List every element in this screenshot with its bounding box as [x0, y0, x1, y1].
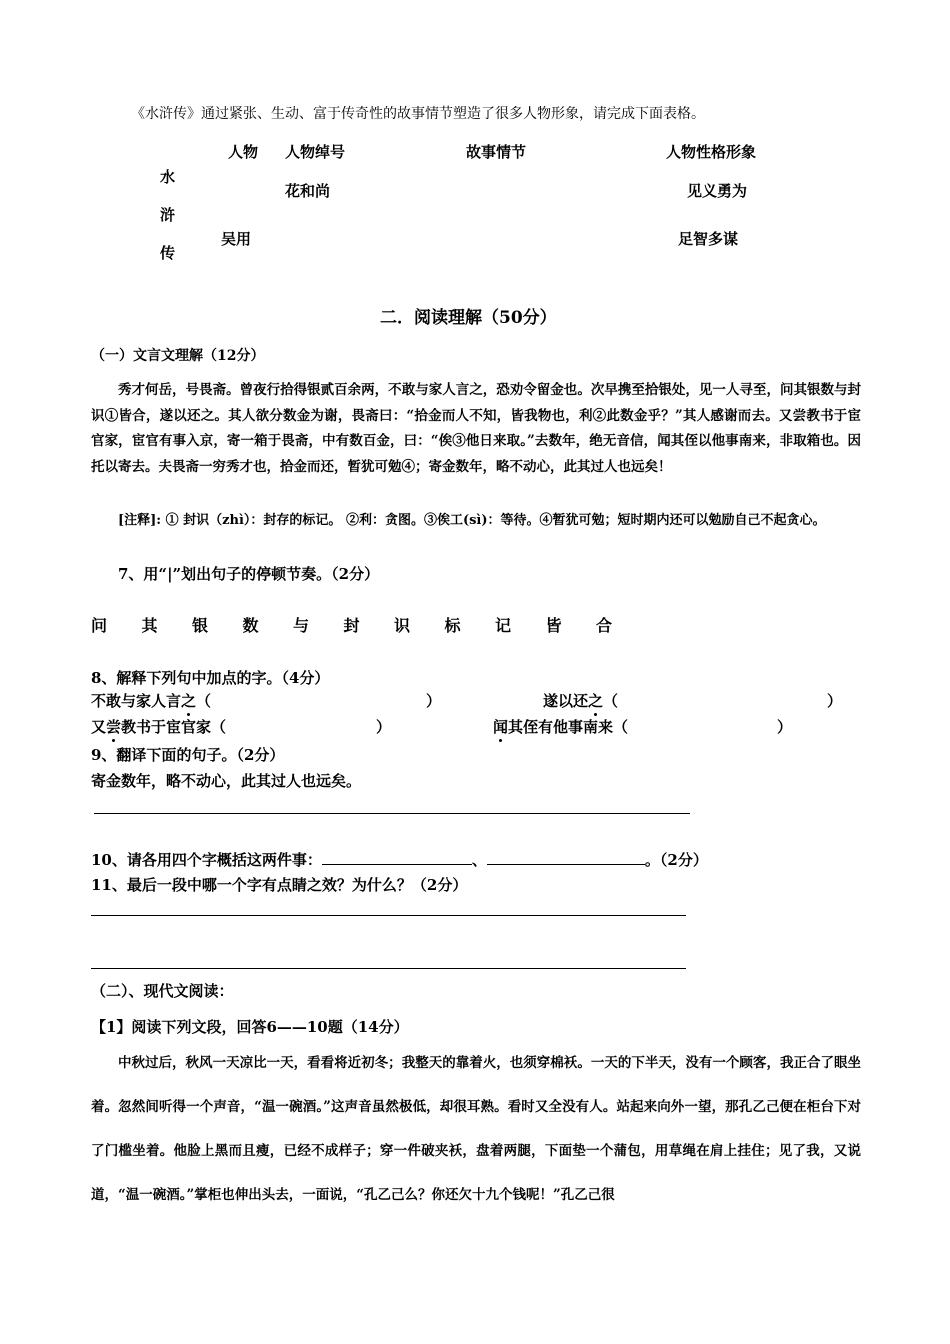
classical-title: （一）文言文理解（12分） [91, 348, 265, 364]
q7-char: 与 [293, 616, 310, 635]
q8-item-a: 不敢与家人言之（ [91, 692, 212, 710]
dotted-char: 尝 [106, 718, 122, 736]
modern-subtitle: 【1】阅读下列文段，回答6——10题（14分） [91, 1018, 409, 1036]
table-header-nickname: 人物绰号 [285, 143, 346, 161]
q9-sentence: 寄金数年，略不动心，此其过人也远矣。 [91, 772, 362, 790]
q7-char: 数 [242, 616, 259, 635]
table-book-char: 传 [160, 244, 176, 262]
q7-char: 封 [343, 616, 360, 635]
table-header-plot: 故事情节 [466, 143, 527, 161]
intro-text: 《水浒传》通过紧张、生动、富于传奇性的故事情节塑造了很多人物形象，请完成下面表格。 [131, 106, 705, 122]
answer-blank[interactable] [322, 850, 472, 865]
question-10: 10、请各用四个字概括这两件事： 、 。（2分） [91, 851, 708, 869]
q7-char: 识 [394, 616, 411, 635]
q7-char: 银 [192, 616, 209, 635]
question-11: 11、最后一段中哪一个字有点睛之效？为什么？（2分） [91, 876, 468, 894]
q8-answer-b-close: ） [827, 692, 843, 710]
q8-answer-d-close: ） [777, 718, 793, 736]
table-header-trait: 人物性格形象 [666, 143, 757, 161]
table-cell-trait: 足智多谋 [678, 230, 739, 248]
table-book-char: 水 [160, 168, 176, 186]
table-header-person: 人物 [228, 143, 259, 161]
dotted-char: 之 [181, 692, 197, 710]
q7-char: 其 [141, 616, 158, 635]
q7-char: 皆 [545, 616, 562, 635]
answer-blank[interactable] [487, 850, 645, 865]
q8-item-b: 遂以还之（ [543, 692, 619, 710]
q7-char: 记 [495, 616, 512, 635]
q8-item-c: 又尝教书于宦官家（ [91, 718, 227, 736]
answer-line[interactable] [94, 813, 690, 814]
question-9: 9、翻译下面的句子。（2分） [91, 746, 285, 764]
q8-answer-c-close: ） [376, 718, 392, 736]
dotted-char: 之 [588, 692, 604, 710]
q7-char: 问 [91, 616, 108, 635]
answer-line[interactable] [91, 915, 686, 916]
table-cell-trait: 见义勇为 [687, 182, 748, 200]
answer-line[interactable] [91, 968, 686, 969]
q7-char: 标 [444, 616, 461, 635]
classical-note: [注释]: ① 封识（zhì）：封存的标记。 ②利：贪图。③俟工(sì)：等待。④暂犹可勉；短时期内还可以勉励自己不起贪心。 [118, 513, 826, 528]
q7-sentence-chars [91, 613, 647, 636]
classical-passage: 秀才何岳，号畏斋。曾夜行拾得银贰百余两，不敢与家人言之，恐劝令留金也。次早携至拾银处，见一人寻至，问其银数与封识①皆合，遂以还之。其人欲分数金为谢，畏斋曰：“拾金而人不知，皆我物也，利②此数金乎？”其人感谢而去。又尝教书于宦官家，宦官有事入京，寄一箱于畏斋，中有数百金，曰：“俟③他日来取。”去数年，绝无音信，闻其侄以他事南来，非取箱也。因托以寄去。夫畏斋一穷秀才也，拾金而还，暂犹可勉④；寄金数年，略不动心，此其过人也远矣！ [91, 382, 861, 475]
q8-item-d: 闻其侄有他事南来（ [493, 718, 629, 736]
table-cell-person: 吴用 [221, 230, 252, 248]
question-8: 8、解释下列句中加点的字。（4分） [91, 669, 330, 687]
question-7: 7、用“|”划出句子的停顿节奏。（2分） [118, 565, 380, 583]
dotted-char: 闻 [493, 718, 509, 736]
section-title: 二．阅读理解（50分） [380, 308, 557, 328]
modern-title: （二）、现代文阅读： [91, 982, 234, 1000]
table-cell-nickname: 花和尚 [285, 182, 331, 200]
table-book-char: 浒 [160, 206, 176, 224]
modern-passage: 中秋过后，秋风一天凉比一天，看看将近初冬；我整天的靠着火，也须穿棉袄。一天的下半天，没有一个顾客，我正合了眼坐着。忽然间听得一个声音，“温一碗酒。”这声音虽然极低，却很耳熟。看时又全没有人。站起来向外一望，那孔乙己便在柜台下对了门槛坐着。他脸上黑而且瘦，已经不成样子；穿一件破夹袄，盘着两腿，下面垫一个蒲包，用草绳在肩上挂住；见了我，又说道，“温一碗酒。”掌柜也伸出头去，一面说，“孔乙己么？你还欠十九个钱呢！”孔乙己很 [91, 1055, 861, 1203]
q7-char: 合 [596, 616, 613, 635]
q8-answer-a-close: ） [426, 692, 442, 710]
